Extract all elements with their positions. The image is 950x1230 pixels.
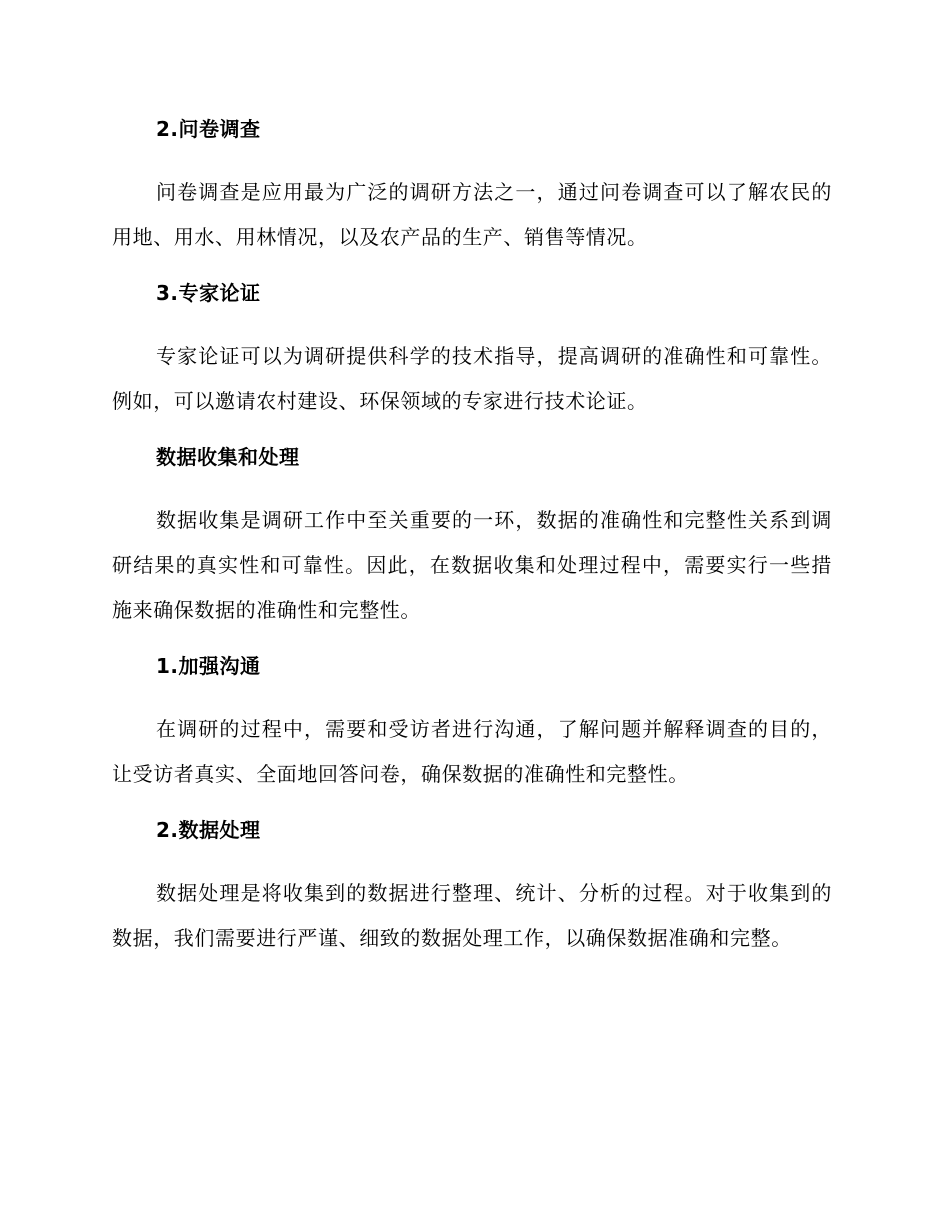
paragraph-data-collection: 数据收集是调研工作中至关重要的一环，数据的准确性和完整性关系到调研结果的真实性和可靠性。因此，在数据收集和处理过程中，需要实行一些措施来确保数据的准确性和完整性。: [112, 508, 832, 622]
paragraph-expert-review: 专家论证可以为调研提供科学的技术指导，提高调研的准确性和可靠性。例如，可以邀请农村建设、环保领域的专家进行技术论证。: [112, 344, 832, 413]
section-heading-questionnaire: 2.问卷调查: [156, 117, 261, 141]
document-body: [112, 112, 832, 977]
section-heading-data-collection: 数据收集和处理: [156, 445, 300, 469]
paragraph-questionnaire: 问卷调查是应用最为广泛的调研方法之一，通过问卷调查可以了解农民的用地、用水、用林情况，以及农产品的生产、销售等情况。: [112, 180, 832, 249]
section-heading-communication: 1.加强沟通: [156, 654, 261, 678]
paragraph-data-processing: 数据处理是将收集到的数据进行整理、统计、分析的过程。对于收集到的数据，我们需要进行严谨、细致的数据处理工作，以确保数据准确和完整。: [112, 881, 832, 950]
section-heading-expert-review: 3.专家论证: [156, 281, 261, 305]
paragraph-communication: 在调研的过程中，需要和受访者进行沟通，了解问题并解释调查的目的，让受访者真实、全面地回答问卷，确保数据的准确性和完整性。: [112, 717, 832, 786]
section-heading-data-processing: 2.数据处理: [156, 818, 261, 842]
